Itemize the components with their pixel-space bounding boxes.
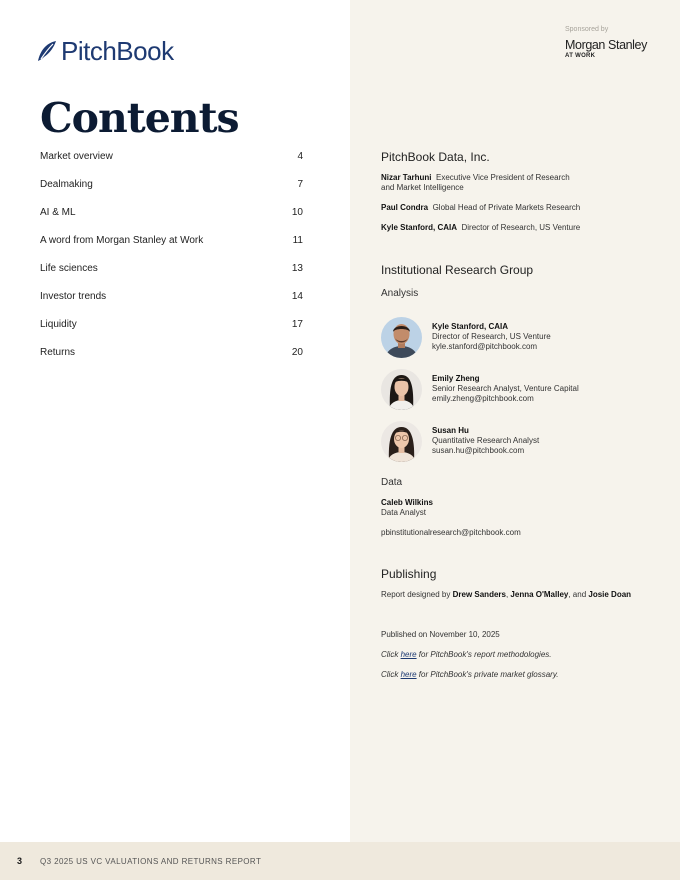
logo-text: PitchBook [61, 35, 174, 66]
avatar [381, 317, 422, 358]
analyst-name: Kyle Stanford, CAIA [432, 322, 509, 331]
toc-page: 11 [292, 235, 303, 246]
sponsor-label: Sponsored by [565, 26, 609, 33]
page-number: 3 [17, 856, 23, 866]
morgan-stanley-logo [565, 38, 647, 60]
analyst-card [381, 369, 641, 411]
staff-title: Global Head of Private Markets Research [432, 203, 581, 212]
analyst-email[interactable]: kyle.stanford@pitchbook.com [432, 342, 538, 351]
toc-page: 13 [291, 263, 303, 274]
analyst-title: Director of Research, US Venture [432, 332, 551, 341]
analyst-title: Senior Research Analyst, Venture Capital [432, 384, 579, 393]
analyst-card [381, 421, 641, 463]
staff-title: Director of Research, US Venture [461, 223, 581, 232]
staff-entry [381, 173, 601, 193]
glossary-suffix: for PitchBook's private market glossary. [416, 670, 559, 679]
toc-label: Market overview [40, 151, 113, 162]
table-of-contents [40, 150, 303, 374]
toc-label: Dealmaking [40, 179, 93, 190]
publishing-heading: Publishing [381, 567, 437, 581]
pitchbook-logo [36, 36, 174, 66]
click-prefix: Click [381, 650, 401, 659]
toc-label: Returns [40, 347, 76, 358]
toc-label: AI & ML [40, 207, 76, 218]
toc-item[interactable] [40, 318, 303, 346]
toc-label: A word from Morgan Stanley at Work [40, 235, 204, 246]
analyst-name: Emily Zheng [432, 374, 480, 383]
data-person [381, 498, 433, 518]
designer-separator: , and [568, 590, 589, 599]
toc-item[interactable] [40, 346, 303, 374]
sponsor-name: Morgan Stanley [565, 38, 647, 52]
toc-page: 4 [297, 151, 303, 162]
designer-name: Jenna O'Malley [510, 590, 569, 599]
footer-report-title: Q3 2025 US VC VALUATIONS AND RETURNS REPORT [40, 857, 262, 866]
staff-name: Nizar Tarhuni [381, 173, 432, 182]
toc-label: Investor trends [40, 291, 107, 302]
pitchbook-data-heading: PitchBook Data, Inc. [381, 150, 490, 164]
avatar [381, 369, 422, 410]
glossary-note [381, 670, 558, 680]
toc-page: 14 [291, 291, 303, 302]
toc-label: Liquidity [40, 319, 77, 330]
methodology-link[interactable]: here [400, 650, 417, 659]
toc-item[interactable] [40, 234, 303, 262]
analyst-info [432, 426, 539, 456]
methodology-note [381, 650, 552, 660]
designer-name: Josie Doan [588, 590, 632, 599]
pitchbook-leaf-icon [36, 39, 58, 63]
page-footer [0, 842, 680, 880]
data-person-name: Caleb Wilkins [381, 498, 433, 507]
staff-title: Executive Vice President of Research [435, 173, 570, 182]
toc-item[interactable] [40, 178, 303, 206]
data-person-title: Data Analyst [381, 508, 426, 517]
analyst-email[interactable]: susan.hu@pitchbook.com [432, 446, 525, 455]
published-date: Published on November 10, 2025 [381, 630, 500, 639]
designed-by [381, 590, 661, 600]
toc-page: 17 [291, 319, 303, 330]
toc-page: 10 [291, 207, 303, 218]
staff-name: Kyle Stanford, CAIA [381, 223, 458, 232]
research-group-heading: Institutional Research Group [381, 263, 534, 277]
analyst-info [432, 322, 551, 352]
click-prefix: Click [381, 670, 401, 679]
staff-entry [381, 223, 621, 233]
methodology-suffix: for PitchBook's report methodologies. [416, 650, 552, 659]
toc-item[interactable] [40, 290, 303, 318]
designer-name: Drew Sanders [452, 590, 506, 599]
analyst-name: Susan Hu [432, 426, 469, 435]
toc-page: 20 [291, 347, 303, 358]
glossary-link[interactable]: here [400, 670, 417, 679]
toc-label: Life sciences [40, 263, 98, 274]
designer-separator: , [505, 590, 511, 599]
avatar [381, 421, 422, 462]
analyst-email[interactable]: emily.zheng@pitchbook.com [432, 394, 534, 403]
analyst-card [381, 317, 641, 359]
analyst-info [432, 374, 579, 404]
data-label: Data [381, 477, 403, 488]
toc-item[interactable] [40, 206, 303, 234]
staff-entry [381, 203, 621, 213]
analyst-title: Quantitative Research Analyst [432, 436, 540, 445]
designed-by-prefix: Report designed by [381, 590, 453, 599]
toc-page: 7 [297, 179, 303, 190]
toc-item[interactable] [40, 262, 303, 290]
sponsor-sub: AT WORK [565, 53, 596, 59]
contact-email[interactable]: pbinstitutionalresearch@pitchbook.com [381, 528, 521, 537]
staff-title-cont: and Market Intelligence [381, 183, 464, 192]
analysis-label: Analysis [381, 288, 419, 299]
toc-item[interactable] [40, 150, 303, 178]
page-title: Contents [40, 94, 239, 142]
staff-name: Paul Condra [381, 203, 429, 212]
